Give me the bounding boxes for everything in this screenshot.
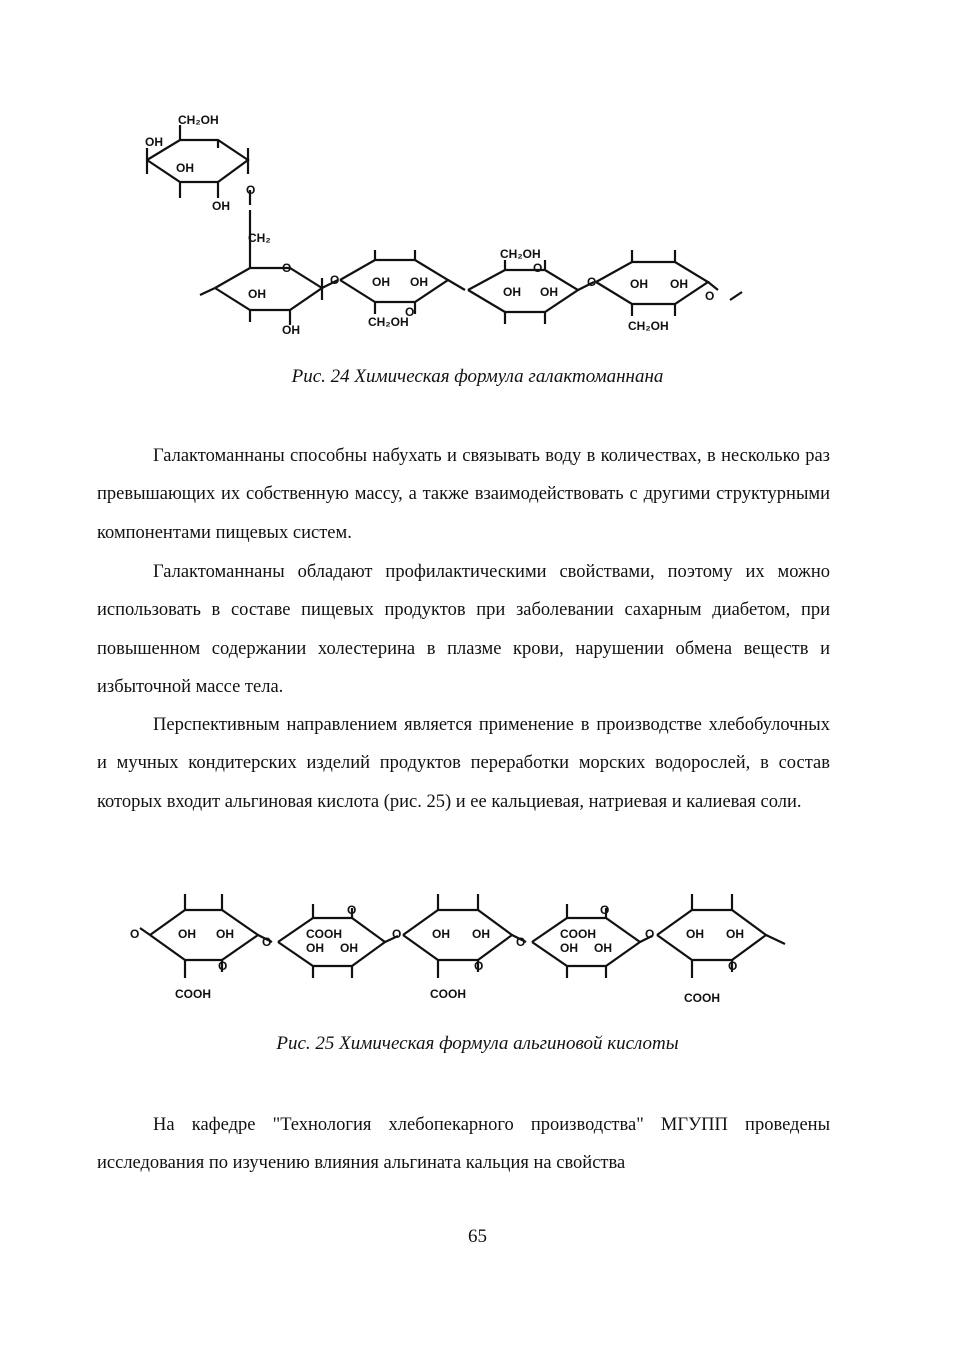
label-oh-5b: OH: [726, 927, 744, 941]
figure-alginic-acid: [0, 880, 955, 1015]
paragraph-2: [97, 553, 830, 707]
label-o-start: O: [130, 927, 140, 941]
paragraph-2-text: Галактоманнаны обладают профилактическими свойствами, поэтому их можно использовать в составе пищевых продуктов при заболевании сахарным диабетом, при повышенном содержании холестерина в плазме крови, нарушении обмена веществ и избыточной массе тела.: [97, 562, 830, 698]
label-oh-bottom-1: OH: [282, 323, 300, 337]
label-oh-1b: OH: [216, 927, 234, 941]
label-link-o-1: O: [330, 273, 340, 287]
label-ring-oh-4a: OH: [630, 277, 648, 291]
label-oh-5a: OH: [686, 927, 704, 941]
label-o-ring-5: O: [728, 959, 738, 973]
paragraph-1: [97, 437, 830, 552]
label-o-ring-1: O: [218, 959, 228, 973]
label-ch2oh-top: CH₂OH: [178, 113, 219, 127]
label-ring-o-4: O: [705, 289, 715, 303]
label-o-link-1: O: [262, 935, 272, 949]
figure-24-caption: Рис. 24 Химическая формула галактоманнана: [291, 366, 664, 387]
label-cooh-4: COOH: [560, 927, 596, 941]
label-o-ring-2: O: [347, 903, 357, 917]
label-oh-2b: OH: [340, 941, 358, 955]
label-ring-oh-2b: OH: [410, 275, 428, 289]
paragraph-3-text: Перспективным направлением является применение в производстве хлебобулочных и мучных кондитерских изделий продуктов переработки морских водорослей, в состав которых входит альгиновая кислота (рис. 25) и ее кальциевая, натриевая и калиевая соли.: [97, 715, 830, 812]
label-oh-4b: OH: [594, 941, 612, 955]
label-oh-3b: OH: [472, 927, 490, 941]
label-ch2: CH₂: [248, 231, 271, 245]
label-oh-top-inner: OH: [176, 161, 194, 175]
label-ring-o-3: O: [533, 261, 543, 275]
label-ch2oh-2: CH₂OH: [368, 315, 409, 329]
label-ring-oh-3b: OH: [540, 285, 558, 299]
label-o-link-4: O: [645, 927, 655, 941]
label-oh-top-bottom: OH: [212, 199, 230, 213]
paragraph-4: [97, 1106, 830, 1183]
label-o-ring-4: O: [600, 903, 610, 917]
label-ring-oh-1: OH: [248, 287, 266, 301]
label-oh-3a: OH: [432, 927, 450, 941]
label-cooh-3: COOH: [430, 987, 466, 1001]
label-cooh-1: COOH: [175, 987, 211, 1001]
label-oh-4a: OH: [560, 941, 578, 955]
label-cooh-2: COOH: [306, 927, 342, 941]
label-oh-1a: OH: [178, 927, 196, 941]
label-ch2oh-4: CH₂OH: [628, 319, 669, 333]
label-ring-o-1: O: [282, 261, 292, 275]
label-link-o: O: [246, 183, 256, 197]
alginic-acid-structure: [0, 880, 955, 1015]
label-ring-oh-2a: OH: [372, 275, 390, 289]
label-o-link-2: O: [392, 927, 402, 941]
label-oh-top-left: OH: [145, 135, 163, 149]
galactomannan-structure: [0, 100, 955, 350]
figure-galactomannan: [0, 100, 955, 350]
label-ring-oh-3a: OH: [503, 285, 521, 299]
label-o-ring-3: O: [474, 959, 484, 973]
figure-25-caption: Рис. 25 Химическая формула альгиновой кислоты: [276, 1033, 679, 1054]
paragraph-3: [97, 706, 830, 821]
label-ch2oh-3: CH₂OH: [500, 247, 541, 261]
label-cooh-5: COOH: [684, 991, 720, 1005]
label-oh-2a: OH: [306, 941, 324, 955]
label-ring-oh-4b: OH: [670, 277, 688, 291]
paragraph-1-text: Галактоманнаны способны набухать и связывать воду в количествах, в несколько раз превышающих их собственную массу, а также взаимодействовать с другими структурными компонентами пищевых систем.: [97, 446, 830, 543]
page-number: 65: [468, 1226, 487, 1247]
label-link-o-3: O: [587, 275, 597, 289]
label-ring-o-2: O: [405, 305, 415, 319]
label-o-link-3: O: [516, 935, 526, 949]
paragraph-4-text: На кафедре "Технология хлебопекарного производства" МГУПП проведены исследования по изучению влияния альгината кальция на свойства: [97, 1115, 830, 1174]
